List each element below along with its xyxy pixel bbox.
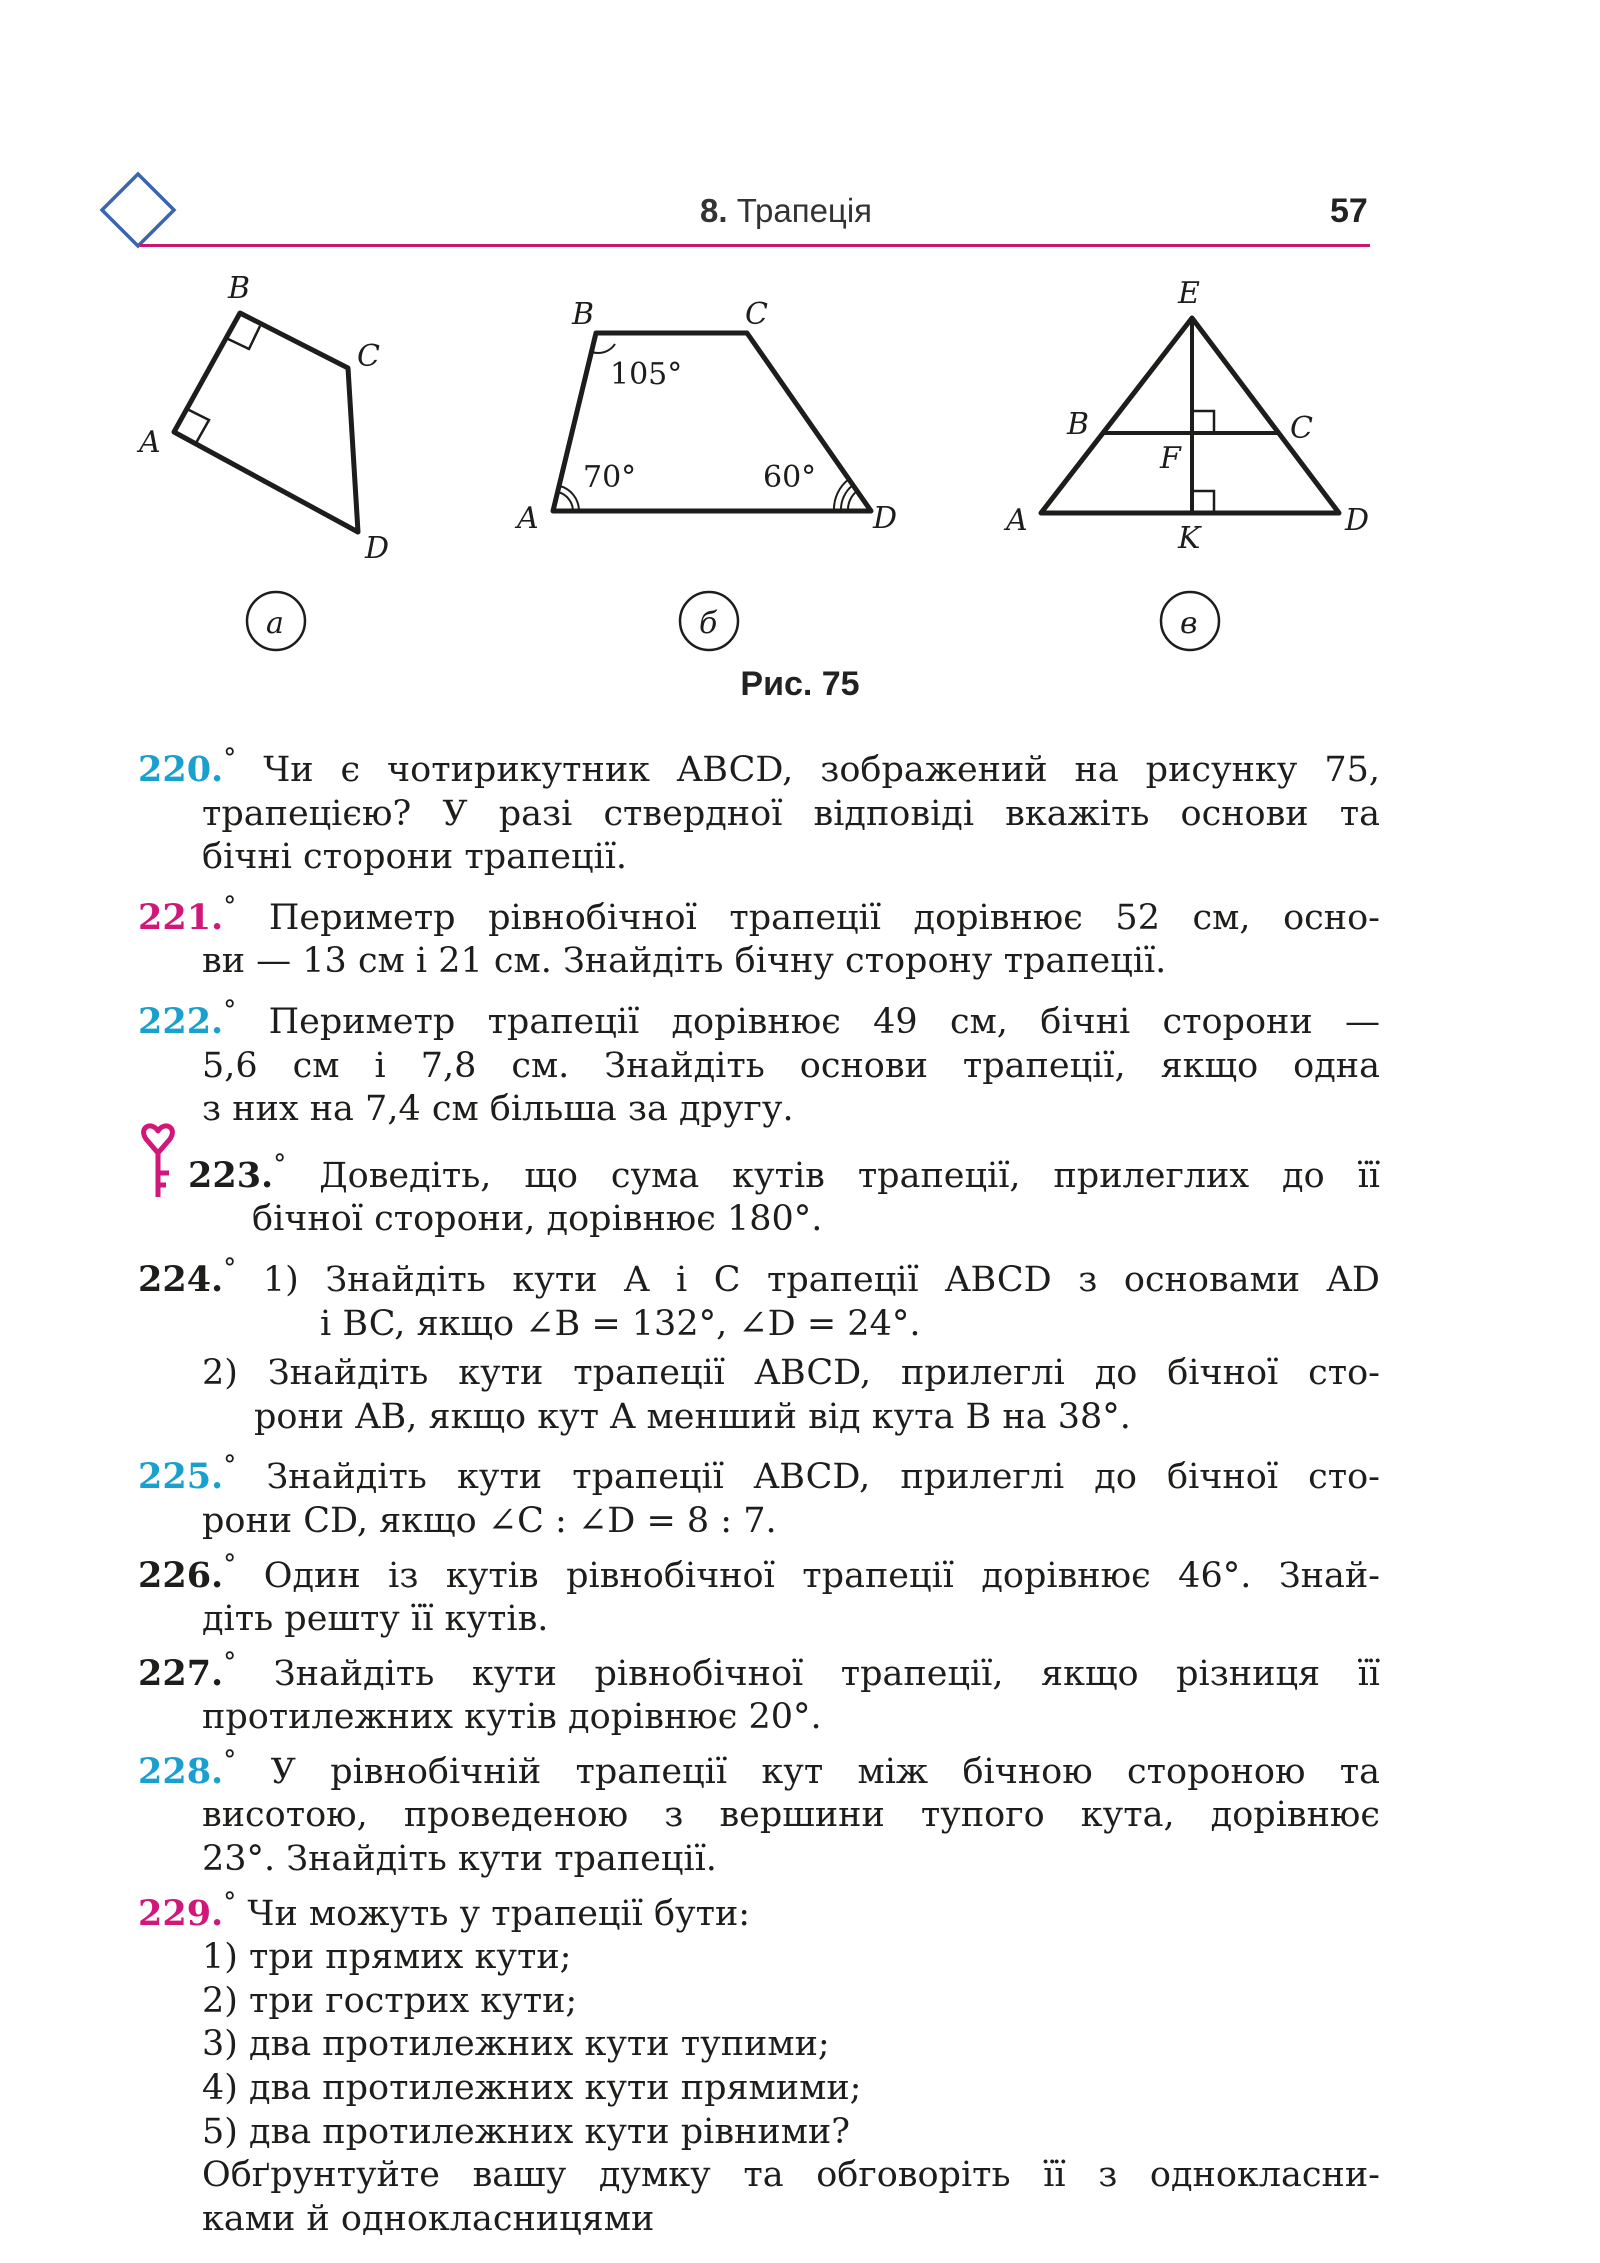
problem-text: бічні сторони трапеції. [202, 837, 628, 878]
chapter-title [700, 192, 872, 230]
vertex-label-k: K [1178, 521, 1201, 556]
problem-text: 1) Знайдіть кути A і C трапеції ABCD з основами AD [262, 1259, 1380, 1300]
problem-226: 226.° Один із кутів рівнобічної трапеції дорівнює 46°. Знай- діть решту її кутів. [138, 1544, 1380, 1642]
problem-text: 23°. Знайдіть кути трапеції. [202, 1839, 717, 1880]
vertex-label-d: D [1345, 503, 1370, 538]
problem-text: рони AB, якщо кут A менший від кута B на 38°. [254, 1396, 1131, 1437]
angle-label-105: 105° [610, 357, 683, 392]
diamond-icon [98, 170, 178, 250]
problem-number: 229. [138, 1892, 224, 1934]
vertex-label-e: E [1178, 276, 1200, 311]
problem-text: 2) Знайдіть кути трапеції ABCD, прилеглі до бічної сто- [202, 1353, 1380, 1394]
problem-224: 224.° 1) Знайдіть кути A і C трапеції ABCD з основами AD і BC, якщо ∠B = 132°, ∠D = 24°. 2) Знайдіть кути трапеції ABCD, прилеглі до бічної сто- рони AB, якщо кут A менший від кута B на 38°. [138, 1248, 1380, 1439]
vertex-label-b: B [228, 271, 251, 306]
page-number: 57 [1330, 192, 1368, 230]
problem-number: 220. [138, 749, 224, 790]
vertex-label-b: B [572, 297, 595, 332]
angle-label-70: 70° [583, 460, 637, 495]
list-item: 4) два протилежних кути прямими; [202, 2068, 862, 2109]
vertex-label-b: B [1067, 407, 1090, 442]
problem-number: 226. [138, 1554, 224, 1596]
chapter-title-text: Трапеція [736, 192, 873, 229]
figure-panel-b [514, 297, 897, 650]
problem-number: 223. [188, 1154, 274, 1196]
problem-227: 227.° Знайдіть кути рівнобічної трапеції, якщо різниця її протилежних кутів дорівнює 20°. [138, 1642, 1380, 1740]
problem-text: Один із кутів рівнобічної трапеції дорівнює 46°. Знай- [263, 1555, 1380, 1596]
list-item: 5) два протилежних кути рівними? [202, 2111, 851, 2152]
problem-223: 223.° Доведіть, що сума кутів трапеції, прилеглих до її бічної сторони, дорівнює 180°. [138, 1144, 1380, 1242]
vertex-label-a: A [517, 501, 539, 536]
vertex-label-c: C [357, 339, 380, 374]
problem-number: 221. [138, 896, 224, 938]
vertex-label-d: D [365, 531, 390, 566]
problem-text: ви — 13 см і 21 см. Знайдіть бічну сторону трапеції. [202, 941, 1167, 982]
problem-228: 228.° У рівнобічній трапеції кут між бічною стороною та висотою, проведеною з вершини тупого кута, дорівнює 23°. Знайдіть кути трапеції. [138, 1740, 1380, 1882]
problem-text: Доведіть, що сума кутів трапеції, прилеглих до її [319, 1155, 1380, 1196]
problem-229: 229.° Чи можуть у трапеції бути: 1) три прямих кути; 2) три гострих кути; 3) два протилежних кути тупими; 4) два протилежних кути прямими; 5) два протилежних кути рівними? Обґрунтуйте вашу думку та обговоріть її з однокласни- ками й однокласницями [138, 1882, 1380, 2242]
problem-text: протилежних кутів дорівнює 20°. [202, 1697, 822, 1738]
vertex-label-a: A [1006, 503, 1028, 538]
problem-text: 5,6 см і 7,8 см. Знайдіть основи трапеції, якщо одна [202, 1045, 1380, 1086]
problem-list [138, 738, 1380, 2241]
problem-text: Периметр трапеції дорівнює 49 см, бічні сторони — [268, 1001, 1380, 1042]
chapter-number: 8. [700, 192, 728, 229]
page-header [0, 0, 1600, 260]
problem-text: Знайдіть кути трапеції ABCD, прилеглі до бічної сто- [266, 1457, 1380, 1498]
problem-text: ками й однокласницями [202, 2198, 655, 2239]
problem-text: висотою, проведеною з вершини тупого кута, дорівнює [202, 1795, 1380, 1836]
panel-label-b: б [699, 606, 718, 641]
problem-text: рони CD, якщо ∠C : ∠D = 8 : 7. [202, 1500, 777, 1541]
problem-text: Чи є чотирикутник ABCD, зображений на рисунку 75, [263, 750, 1380, 790]
figure-panel-a [136, 271, 389, 650]
problem-text: Знайдіть кути рівнобічної трапеції, якщо різниця її [273, 1653, 1380, 1694]
header-rule [140, 244, 1370, 247]
figure-caption: Рис. 75 [740, 665, 860, 703]
problem-225: 225.° Знайдіть кути трапеції ABCD, прилеглі до бічної сто- рони CD, якщо ∠C : ∠D = 8 : 7. [138, 1445, 1380, 1543]
vertex-label-c: C [745, 297, 768, 332]
problem-text: трапецією? У разі ствердної відповіді вкажіть основи та [202, 793, 1380, 834]
problem-text: Периметр рівнобічної трапеції дорівнює 52 см, осно- [268, 897, 1380, 938]
vertex-label-a: A [139, 425, 161, 460]
list-item: 2) три гострих кути; [202, 1980, 578, 2021]
problem-text: У рівнобічній трапеції кут між бічною стороною та [270, 1751, 1380, 1792]
panel-label-a: а [266, 606, 284, 641]
problem-number: 225. [138, 1456, 224, 1498]
angle-label-60: 60° [763, 460, 817, 495]
panel-label-v: в [1180, 606, 1198, 641]
problem-number: 228. [138, 1750, 224, 1792]
vertex-label-f: F [1160, 441, 1181, 476]
problem-text: з них на 7,4 см більша за другу. [202, 1089, 794, 1130]
vertex-label-d: D [873, 501, 898, 536]
problem-220: 220.° Чи є чотирикутник ABCD, зображений на рисунку 75, трапецією? У разі ствердної відповіді вкажіть основи та бічні сторони трапеції. [138, 738, 1380, 880]
list-item: 1) три прямих кути; [202, 1937, 572, 1978]
problem-number: 222. [138, 1000, 224, 1042]
figure-panel-v [1003, 276, 1369, 650]
problem-text: діть решту її кутів. [202, 1599, 549, 1640]
problem-number: 227. [138, 1652, 224, 1694]
list-item: 3) два протилежних кути тупими; [202, 2024, 830, 2065]
figure-75 [130, 270, 1390, 700]
problem-221: 221.° Периметр рівнобічної трапеції дорівнює 52 см, осно- ви — 13 см і 21 см. Знайдіть бічну сторону трапеції. [138, 886, 1380, 984]
problem-text: Чи можуть у трапеції бути: [247, 1893, 751, 1934]
problem-text: Обґрунтуйте вашу думку та обговоріть її з однокласни- [202, 2155, 1380, 2196]
problem-text: бічної сторони, дорівнює 180°. [252, 1199, 823, 1240]
problem-222: 222.° Периметр трапеції дорівнює 49 см, бічні сторони — 5,6 см і 7,8 см. Знайдіть основи трапеції, якщо одна з них на 7,4 см більша за другу. [138, 990, 1380, 1132]
problem-number: 224. [138, 1258, 224, 1300]
problem-text: і BC, якщо ∠B = 132°, ∠D = 24°. [320, 1303, 921, 1344]
vertex-label-c: C [1290, 411, 1313, 446]
